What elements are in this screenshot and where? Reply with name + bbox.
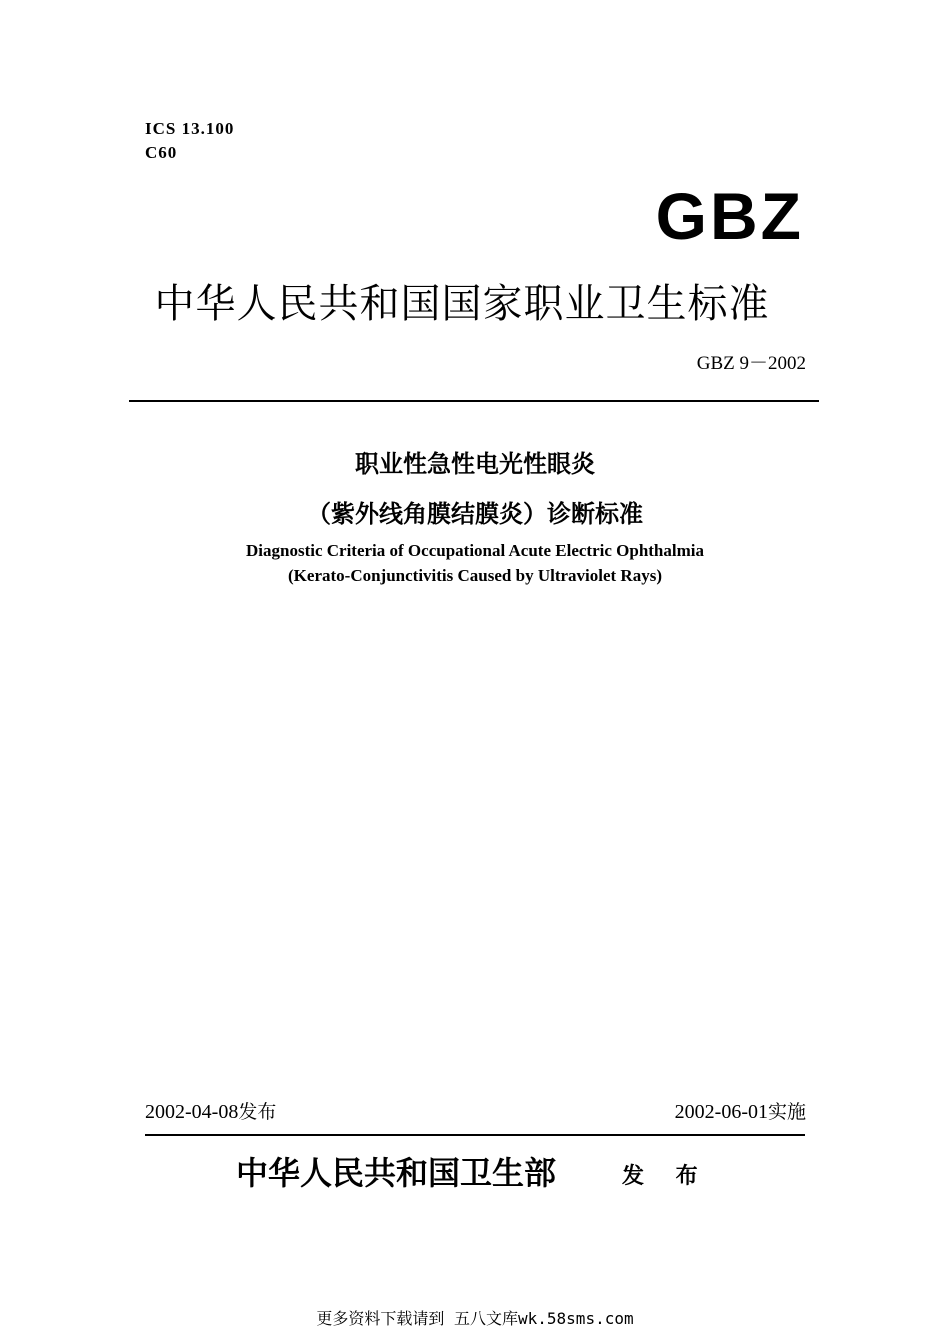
top-divider <box>129 400 819 402</box>
bottom-divider <box>145 1134 805 1136</box>
english-title-line-1: Diagnostic Criteria of Occupational Acute Electric Ophthalmia <box>246 541 704 560</box>
national-standard-title: 中华人民共和国国家职业卫生标准 <box>154 281 770 327</box>
issuing-authority-suffix: 发 布 <box>622 1164 710 1189</box>
gbz-logo: GBZ <box>655 179 804 253</box>
chinese-title-line-2: （紫外线角膜结膜炎）诊断标准 <box>307 500 643 528</box>
ics-code: ICS 13.100 <box>145 119 235 138</box>
issue-date: 2002-04-08 <box>145 1101 239 1123</box>
issuing-authority: 中华人民共和国卫生部 <box>236 1154 557 1192</box>
issue-label: 发布 <box>238 1101 277 1123</box>
issue-date-block <box>145 1099 276 1125</box>
english-title-line-2: (Kerato-Conjunctivitis Caused by Ultraviolet Rays) <box>288 566 662 585</box>
implement-label: 实施 <box>767 1101 806 1123</box>
implement-date-block <box>560 1099 806 1125</box>
implement-date: 2002-06-01 <box>674 1101 768 1123</box>
download-footer: 更多资料下载请到 五八文库wk.58sms.com <box>316 1309 634 1328</box>
standard-number: GBZ 9－2002 <box>696 353 806 374</box>
chinese-title-line-1: 职业性急性电光性眼炎 <box>355 450 595 478</box>
ccs-code: C60 <box>145 143 178 162</box>
